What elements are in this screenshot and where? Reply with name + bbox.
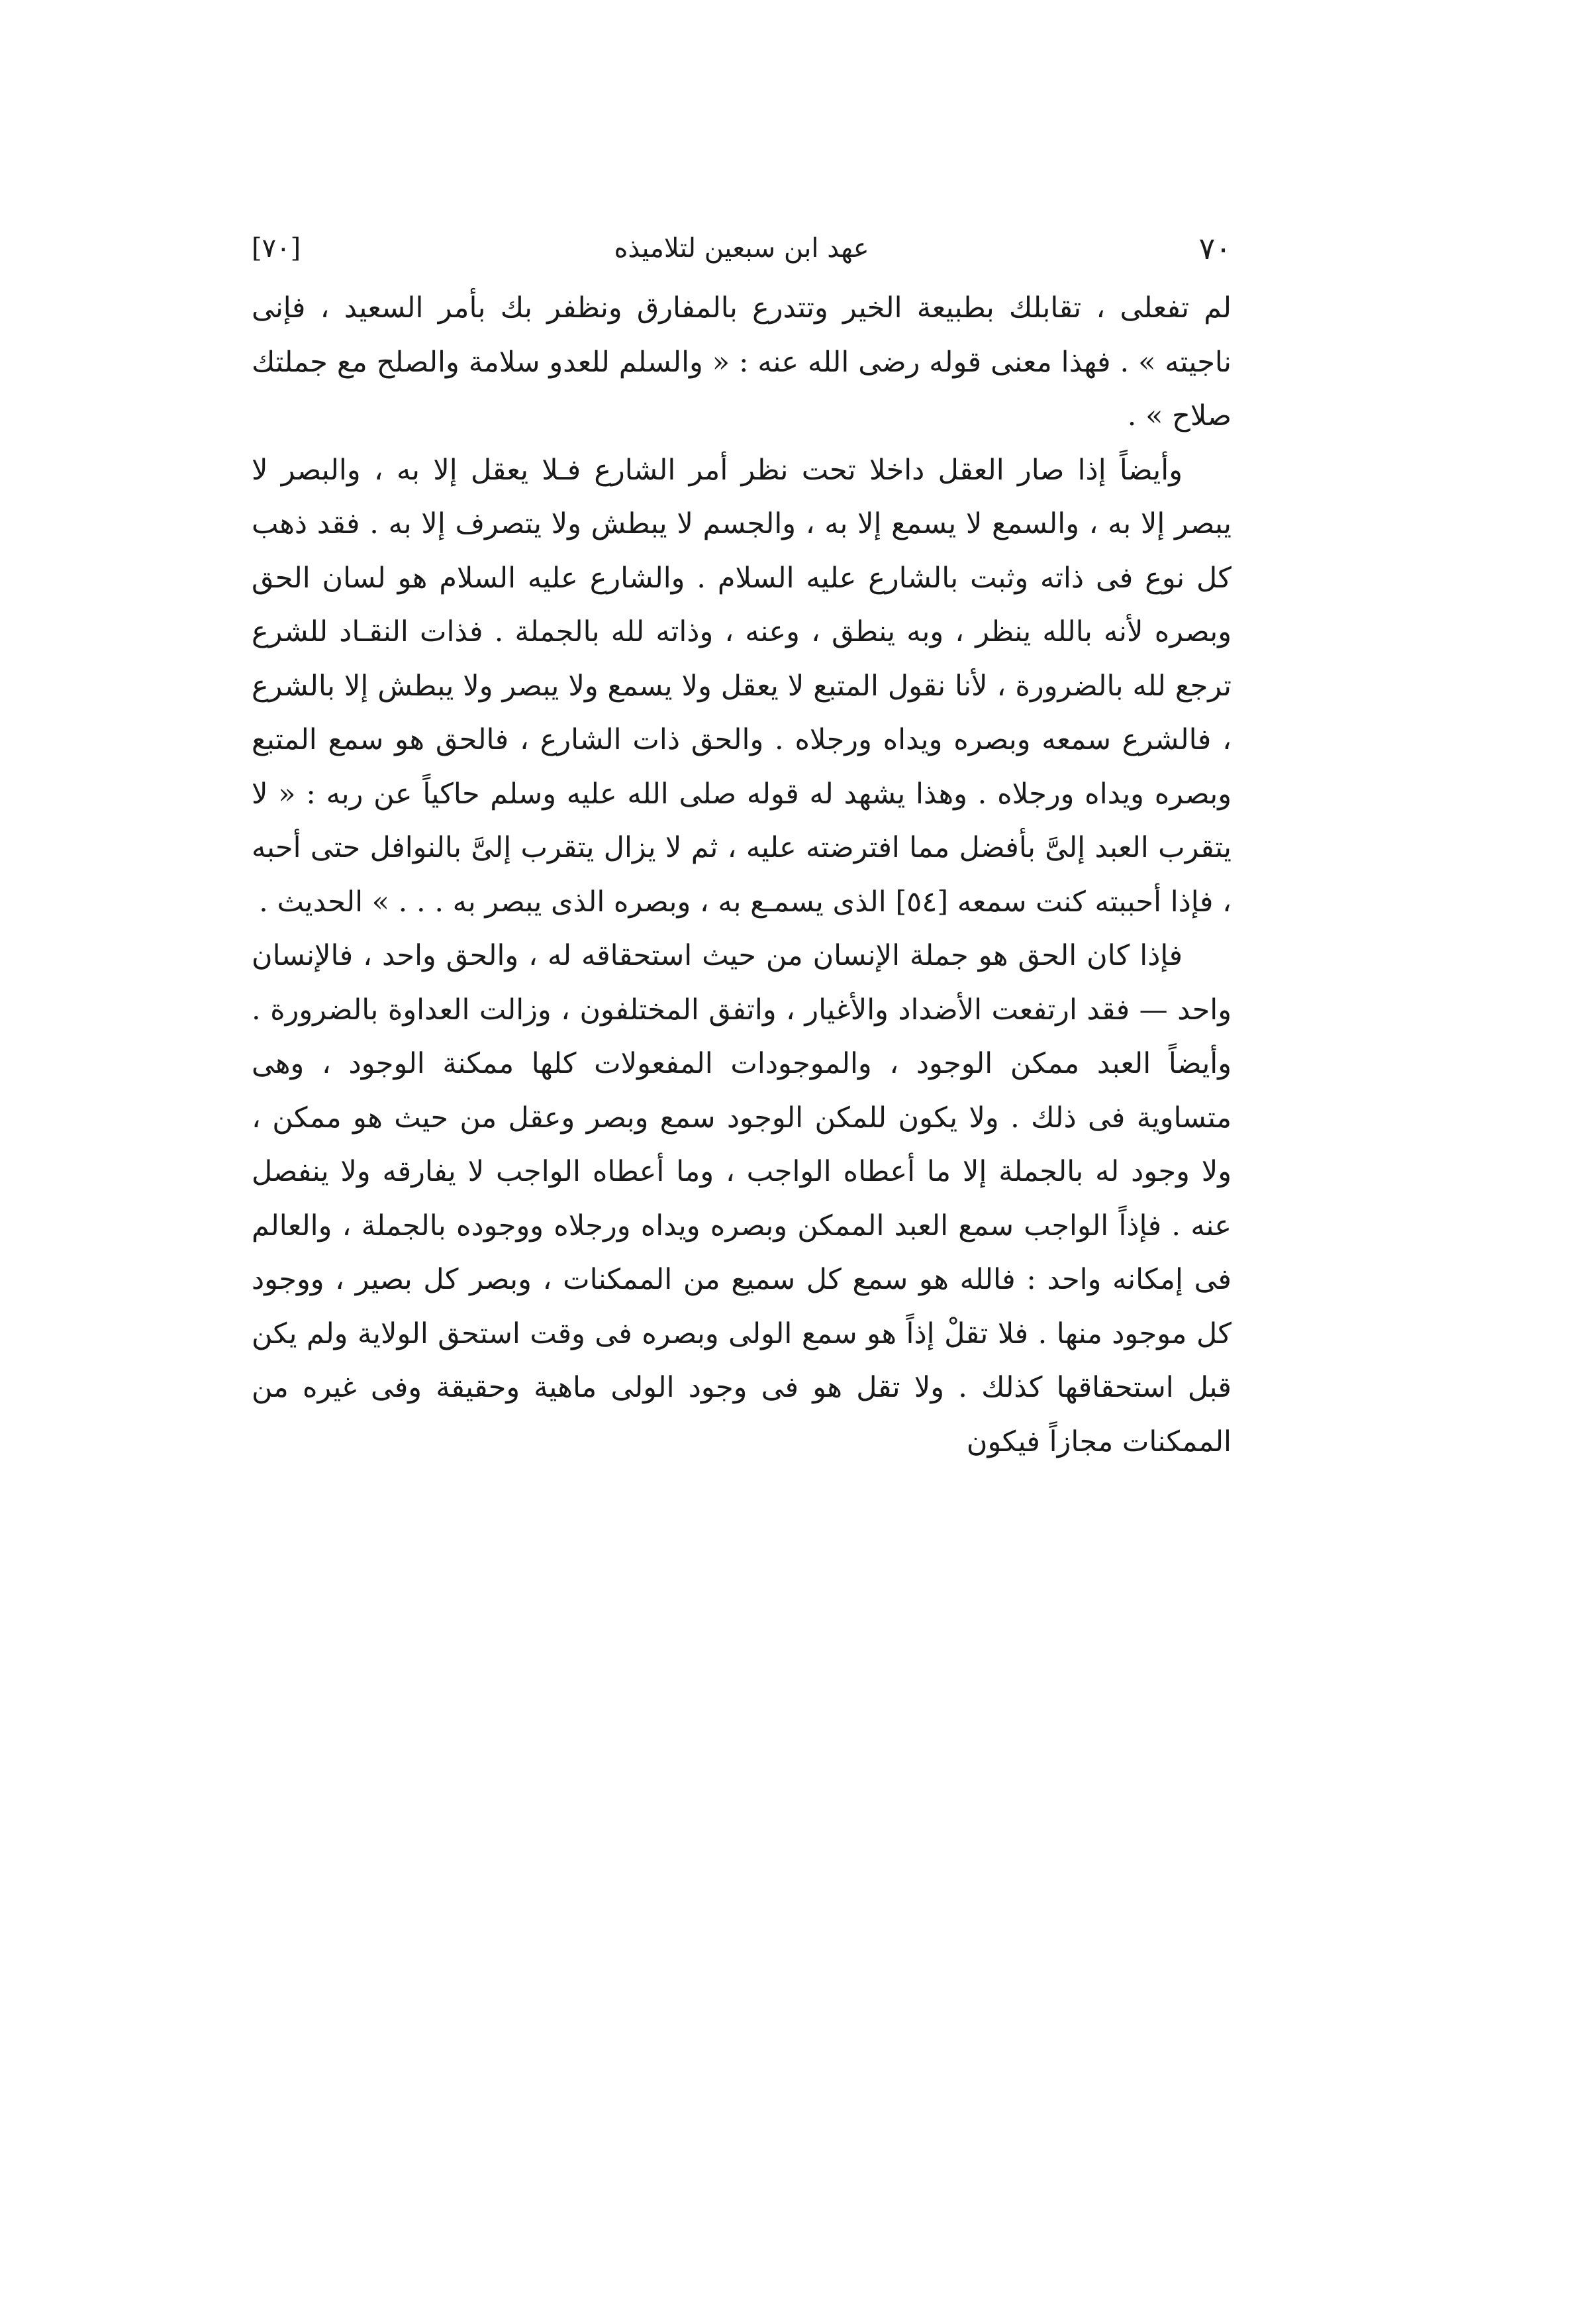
book-title: عهد ابن سبعين لتلاميذه — [614, 233, 869, 264]
paragraph: وأيضاً إذا صار العقل داخلا تحت نظر أمر الشارع فـلا يعقل إلا به ، والبصر لا يبصر إلا به ، والسمع لا يسمع إلا به ، والجسم لا يبطش ولا يتصرف إلا به . فقد ذهب كل نوع فى ذاته وثبت بالشارع عليه السلام . والشارع عليه السلام هو لسان الحق وبصره لأنه بالله ينظر ، وبه ينطق ، وعنه ، وذاته لله بالجملة . فذات النقـاد للشرع ترجع لله بالضرورة ، لأنا نقول المتبع لا يعقل ولا يسمع ولا يبصر ولا يبطش إلا بالشرع ، فالشرع سمعه وبصره ويداه ورجلاه . والحق ذات الشارع ، فالحق هو سمع المتبع وبصره ويداه ورجلاه . وهذا يشهد له قوله صلى الله عليه وسلم حاكياً عن ربه : « لا يتقرب العبد إلىَّ بأفضل مما افترضته عليه ، ثم لا يزال يتقرب إلىَّ بالنوافل حتى أحبه ، فإذا أحببته كنت سمعه [٥٤] الذى يسمـع به ، وبصره الذى يبصر به . . . » الحديث . — [252, 453, 1232, 919]
paragraph-continuation: لم تفعلى ، تقابلك بطبيعة الخير وتتدرع بالمفارق ونظفر بك بأمر السعيد ، فإنى ناجيته » . فهذا معنى قوله رضى الله عنه : « والسلم للعدو سلامة والصلح مع جملتك صلاح » . — [252, 291, 1232, 432]
original-page-marker: [٧٠] — [252, 233, 301, 264]
body-text — [252, 281, 1232, 1469]
running-head — [252, 219, 1232, 278]
paragraph: فإذا كان الحق هو جملة الإنسان من حيث استحقاقه له ، والحق واحد ، فالإنسان واحد — فقد ارتفعت الأضداد والأغيار ، واتفق المختلفون ، وزالت العداوة بالضرورة . وأيضاً العبد ممكن الوجود ، والموجودات المفعولات كلها ممكنة الوجود ، وهى متساوية فى ذلك . ولا يكون للمكن الوجود سمع وبصر وعقل من حيث هو ممكن ، ولا وجود له بالجملة إلا ما أعطاه الواجب ، وما أعطاه الواجب لا يفارقه ولا ينفصل عنه . فإذاً الواجب سمع العبد الممكن وبصره ويداه ورجلاه ووجوده بالجملة ، والعالم فى إمكانه واحد : فالله هو سمع كل سميع من الممكنات ، وبصر كل بصير ، ووجود كل موجود منها . فلا تقلْ إذاً هو سمع الولى وبصره فى وقت استحق الولاية ولم يكن قبل استحقاقها كذلك . ولا تقل هو فى وجود الولى ماهية وحقيقة وفى غيره من الممكنات مجازاً فيكون — [252, 939, 1232, 1458]
page-number: ٧٠ — [1198, 230, 1232, 266]
